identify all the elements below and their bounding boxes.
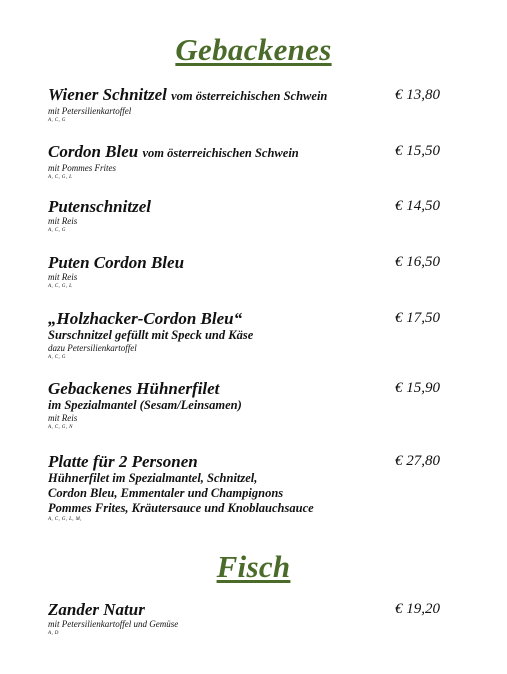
allergen-codes: A, C, G xyxy=(48,228,66,233)
menu-item xyxy=(48,197,448,234)
allergen-codes: A, C, G, L xyxy=(48,284,73,289)
dish-name: „Holzhacker-Cordon Bleu“ xyxy=(48,309,243,328)
dish-name: Platte für 2 Personen xyxy=(48,452,198,471)
dish-price: € 16,50 xyxy=(395,254,440,270)
dish-price: € 14,50 xyxy=(395,198,440,214)
side-dish: dazu Petersilienkartoffel xyxy=(48,343,137,353)
side-dish: mit Reis xyxy=(48,216,78,226)
dish-price: € 15,50 xyxy=(395,143,440,159)
dish-origin: vom österreichischen Schwein xyxy=(171,89,328,103)
dish-name: Gebackenes Hühnerfilet xyxy=(48,379,220,398)
menu-item xyxy=(48,379,448,431)
menu-item xyxy=(48,142,448,181)
side-dish: mit Pommes Frites xyxy=(48,163,116,173)
dish-price: € 13,80 xyxy=(395,87,440,103)
side-dish: mit Reis xyxy=(48,413,78,423)
side-dish: mit Petersilienkartoffel xyxy=(48,106,132,116)
dish-price: € 27,80 xyxy=(395,453,440,469)
dish-price: € 17,50 xyxy=(395,310,440,326)
dish-description: Surschnitzel gefüllt mit Speck und Käse xyxy=(48,328,254,342)
allergen-codes: A, C, G xyxy=(48,355,66,360)
side-dish: mit Petersilienkartoffel und Gemüse xyxy=(48,619,179,629)
allergen-codes: A, C, G, L xyxy=(48,175,73,180)
dish-origin: vom österreichischen Schwein xyxy=(142,146,299,160)
dish-name: Zander Natur xyxy=(48,600,145,619)
menu-item xyxy=(48,253,448,290)
allergen-codes: A, C, G xyxy=(48,118,66,123)
dish-name: Wiener Schnitzel vom österreichischen Schwein xyxy=(48,85,328,104)
menu-item xyxy=(48,600,448,637)
allergen-codes: A, C, G, N xyxy=(48,425,73,430)
section-title-fisch: Fisch xyxy=(216,549,291,584)
dish-description: Pommes Frites, Kräutersauce und Knoblauchsauce xyxy=(48,501,314,515)
dish-description: Cordon Bleu, Emmentaler und Champignons xyxy=(48,486,284,500)
dish-name: Cordon Bleu vom österreichischen Schwein xyxy=(48,142,299,161)
section-title-gebackenes: Gebackenes xyxy=(175,32,332,67)
dish-name: Puten Cordon Bleu xyxy=(48,253,185,272)
menu-item xyxy=(48,452,448,523)
allergen-codes: A, C, G, L, M, xyxy=(48,517,82,522)
menu-item xyxy=(48,309,448,361)
dish-price: € 15,90 xyxy=(395,380,440,396)
dish-price: € 19,20 xyxy=(395,601,440,617)
side-dish: mit Reis xyxy=(48,272,78,282)
allergen-codes: A, D xyxy=(48,631,59,636)
dish-description: Hühnerfilet im Spezialmantel, Schnitzel, xyxy=(48,471,258,485)
dish-name: Putenschnitzel xyxy=(48,197,151,216)
menu-item xyxy=(48,85,448,124)
dish-description: im Spezialmantel (Sesam/Leinsamen) xyxy=(48,398,242,412)
